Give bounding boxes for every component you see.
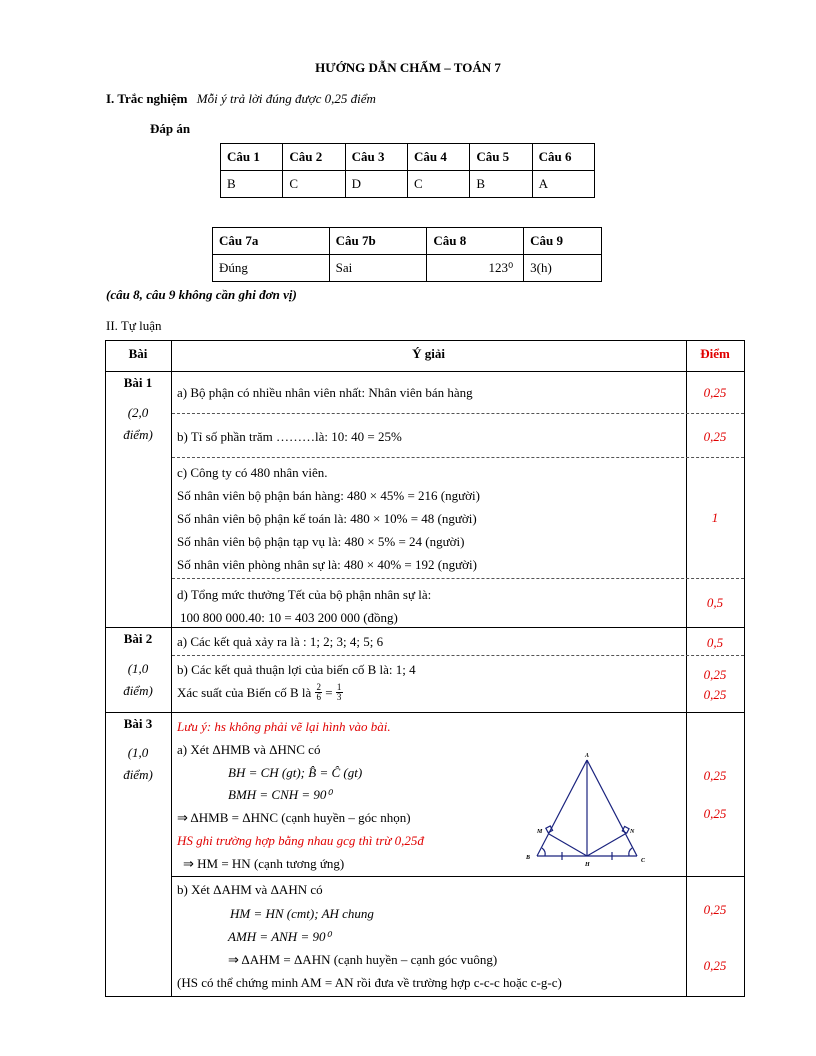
bai3-points: (1,0 [127, 745, 149, 760]
bai3-label: Bài 3 [123, 716, 153, 731]
table2-header: Câu 7a [213, 228, 330, 255]
table1-header: Câu 4 [407, 144, 469, 171]
table1-header: Câu 2 [283, 144, 345, 171]
answer-table-2 [212, 227, 602, 282]
bai3-a-line: BMH = CNH = 90⁰ [228, 787, 332, 802]
fraction-2-num: 1 [336, 682, 342, 692]
bai3-b-note: (HS có thể chứng minh AM = AN rồi đưa về trường hợp c-c-c hoặc c-g-c) [177, 975, 562, 990]
bai2-probability [177, 683, 346, 702]
bai1-c [177, 461, 480, 576]
table1-header: Câu 3 [345, 144, 407, 171]
bai1-c-line: Số nhân viên bộ phận tạp vụ là: 480 × 5% = 24 (người) [177, 534, 465, 549]
equals-sign: = [325, 684, 333, 700]
bai1-c-score: 1 [711, 510, 719, 525]
table1-header: Câu 1 [221, 144, 283, 171]
bai1-d-line: d) Tổng mức thưởng Tết của bộ phận nhân sự là: [177, 587, 432, 602]
fraction-1 [315, 683, 322, 702]
bai1-a-score: 0,25 [703, 385, 727, 400]
table1-cell: A [532, 171, 594, 198]
table1-cell: B [470, 171, 532, 198]
edge-nh [587, 834, 625, 856]
fraction-1-num: 2 [316, 682, 322, 692]
section-2-heading: II. Tự luận [106, 318, 162, 333]
bai3-b-line: AMH = ANH = 90⁰ [228, 929, 331, 944]
section-1-heading [106, 91, 376, 107]
bai3-a-score-1: 0,25 [703, 768, 727, 783]
table2-cell: 123⁰ [427, 255, 524, 282]
bai1-c-line: c) Công ty có 480 nhân viên. [177, 465, 328, 480]
bai1-points: điểm) [123, 427, 153, 442]
bai2-b-score: 0,25 [703, 667, 727, 682]
label-b: B [526, 855, 531, 861]
bai2-a: a) Các kết quả xảy ra là : 1; 2; 3; 4; 5; 6 [177, 634, 384, 649]
bai3-a-conclusion: ⇒ HM = HN (cạnh tương ứng) [183, 856, 345, 871]
col-header-diem: Điểm [700, 346, 730, 361]
bai3-warning: Lưu ý: hs không phải vẽ lại hình vào bài. [177, 719, 391, 734]
edge-mh [549, 834, 587, 856]
bai3-a-line: BH = CH (gt); B̂ = Ĉ (gt) [228, 765, 363, 780]
bai2-prob-score: 0,25 [703, 687, 727, 702]
triangle-figure [525, 748, 655, 868]
bai1-a: a) Bộ phận có nhiều nhân viên nhất: Nhân viên bán hàng [177, 385, 473, 400]
table1-cell: C [407, 171, 469, 198]
table1-cell: B [221, 171, 283, 198]
label-m: M [537, 829, 543, 835]
bai3-points: điểm) [123, 767, 153, 782]
table2-header: Câu 9 [524, 228, 602, 255]
page-title: HƯỚNG DẪN CHẤM – TOÁN 7 [315, 60, 501, 75]
answer-table-1 [220, 143, 595, 198]
table2-header: Câu 8 [427, 228, 524, 255]
bai1-b: b) Tỉ số phần trăm ………là: 10: 40 = 25% [177, 429, 402, 444]
footnote: (câu 8, câu 9 không cần ghi đơn vị) [106, 287, 297, 302]
bai3-a-deduction: HS ghi trường hợp bằng nhau gcg thì trừ 0,25đ [177, 833, 424, 848]
bai2-points: (1,0 [127, 661, 149, 676]
table2-cell: Đúng [213, 255, 330, 282]
bai1-d-score: 0,5 [706, 595, 724, 610]
table1-cell: C [283, 171, 345, 198]
section-1-title: I. Trắc nghiệm [106, 91, 188, 106]
label-a: A [585, 753, 590, 759]
bai3-a-line: ⇒ ΔHMB = ΔHNC (cạnh huyền – góc nhọn) [177, 810, 411, 825]
table1-header: Câu 6 [532, 144, 594, 171]
table2-header: Câu 7b [329, 228, 427, 255]
bai1-c-line: Số nhân viên bộ phận bán hàng: 480 × 45% = 216 (người) [177, 488, 480, 503]
bai3-b-line: b) Xét ΔAHM và ΔAHN có [177, 882, 323, 897]
bai1-c-line: Số nhân viên phòng nhân sự là: 480 × 40% = 192 (người) [177, 557, 477, 572]
bai3-a-line: a) Xét ΔHMB và ΔHNC có [177, 742, 321, 757]
bai1-d [177, 583, 431, 629]
bai2-label: Bài 2 [123, 631, 153, 646]
bai3-b-score-2: 0,25 [703, 958, 727, 973]
col-header-giai: Ý giải [412, 346, 445, 361]
fraction-1-den: 6 [316, 692, 322, 702]
table2-cell: 3(h) [524, 255, 602, 282]
label-h: H [585, 862, 590, 868]
label-n: N [630, 829, 635, 835]
bai2-a-score: 0,5 [706, 635, 724, 650]
bai3-b-line: HM = HN (cmt); AH chung [230, 906, 374, 921]
table2-cell: Sai [329, 255, 427, 282]
prob-prefix: Xác suất của Biến cố B là [177, 684, 312, 700]
answer-label: Đáp án [150, 121, 191, 136]
bai1-d-line: 100 800 000.40: 10 = 403 200 000 (đồng) [180, 610, 398, 625]
bai1-b-score: 0,25 [703, 429, 727, 444]
bai3-b-line: ⇒ ΔAHM = ΔAHN (cạnh huyền – cạnh góc vuông) [228, 952, 498, 967]
bai1-points: (2,0 [127, 405, 149, 420]
table1-header: Câu 5 [470, 144, 532, 171]
label-c: C [641, 858, 646, 864]
bai2-b: b) Các kết quả thuận lợi của biến cố B là: 1; 4 [177, 662, 416, 677]
fraction-2-den: 3 [336, 692, 342, 702]
bai3-b-score-1: 0,25 [703, 902, 727, 917]
col-header-bai: Bài [128, 346, 148, 361]
fraction-2 [336, 683, 343, 702]
table1-cell: D [345, 171, 407, 198]
bai2-points: điểm) [123, 683, 153, 698]
bai3-a-score-2: 0,25 [703, 806, 727, 821]
bai1-label: Bài 1 [123, 375, 153, 390]
section-1-note: Mỗi ý trả lời đúng được 0,25 điểm [196, 91, 376, 106]
bai1-c-line: Số nhân viên bộ phận kế toán là: 480 × 10% = 48 (người) [177, 511, 477, 526]
